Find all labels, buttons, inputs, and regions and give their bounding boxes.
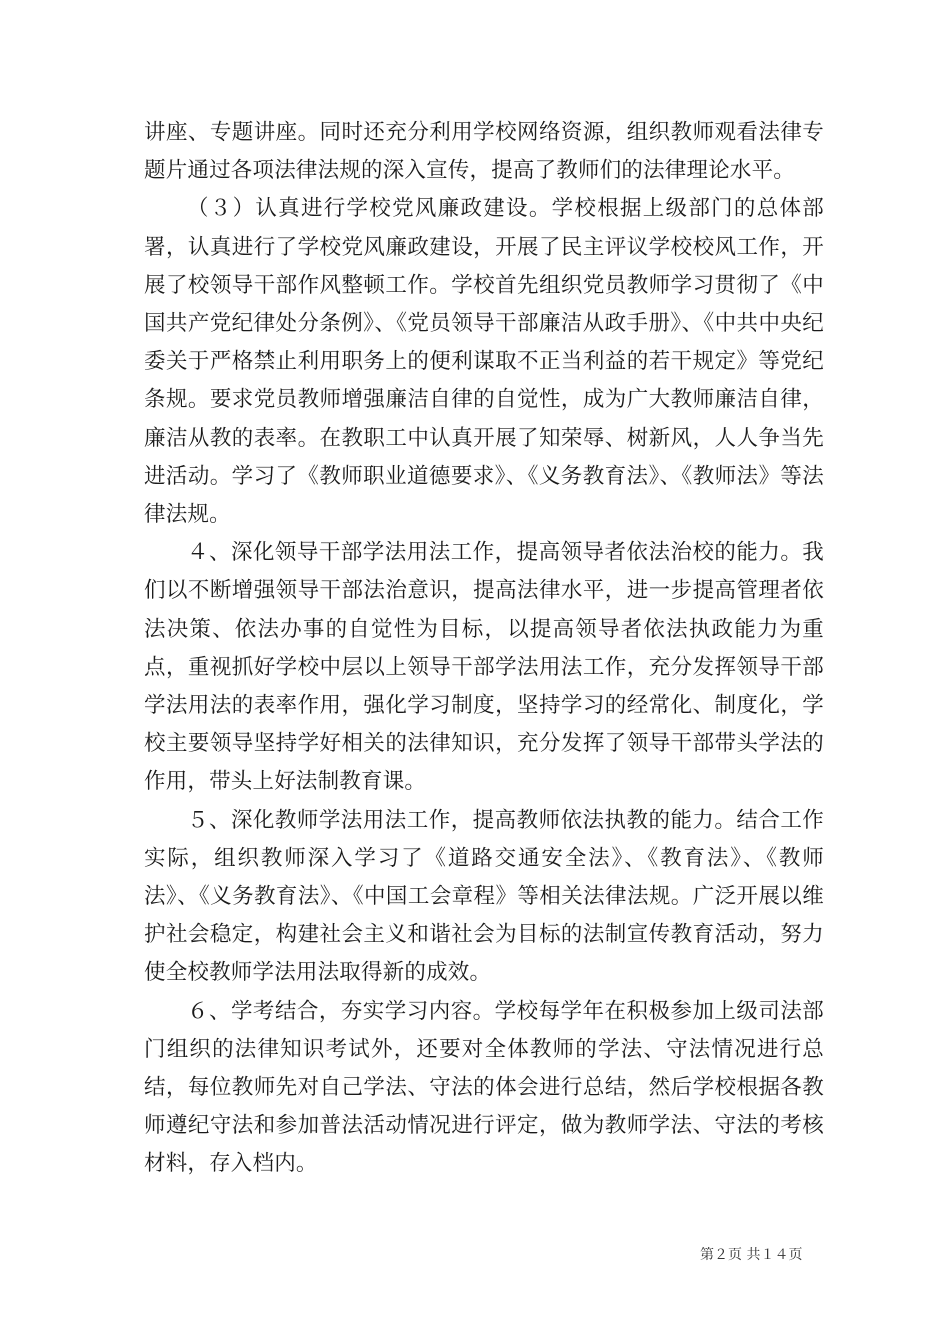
paragraph-teacher-law-study: ５、深化教师学法用法工作，提高教师依法执教的能力。结合工作实际，组织教师深入学习了《道路交通安全法》、《教育法》、《教师法》、《义务教育法》、《中国工会章程》等相关法律法规。广泛开展以维护社会稳定，构建社会主义和谐社会为目标的法制宣传教育活动，努力使全校教师学法用法取得新的成效。: [144, 807, 824, 986]
paragraph-study-assessment: ６、学考结合，夯实学习内容。学校每学年在积极参加上级司法部门组织的法律知识考试外，还要对全体教师的学法、守法情况进行总结，每位教师先对自己学法、守法的体会进行总结，然后学校根据各教师遵纪守法和参加普法活动情况进行评定，做为教师学法、守法的考核材料，存入档内。: [144, 998, 824, 1177]
paragraph-lecture-continuation: 讲座、专题讲座。同时还充分利用学校网络资源，组织教师观看法律专题片通过各项法律法规的深入宣传，提高了教师们的法律理论水平。: [144, 120, 824, 184]
document-body: [144, 114, 824, 1184]
paragraph-party-integrity: （３）认真进行学校党风廉政建设。学校根据上级部门的总体部署，认真进行了学校党风廉政建设，开展了民主评议学校校风工作，开展了校领导干部作风整顿工作。学校首先组织党员教师学习贯彻了《中国共产党纪律处分条例》、《党员领导干部廉洁从政手册》、《中共中央纪委关于严格禁止利用职务上的便利谋取不正当利益的若干规定》等党纪条规。要求党员教师增强廉洁自律的自觉性，成为广大教师廉洁自律，廉洁从教的表率。在教职工中认真开展了知荣辱、树新风，人人争当先进活动。学习了《教师职业道德要求》、《义务教育法》、《教师法》等法律法规。: [144, 196, 824, 528]
page-number-footer: 第２页 共１４页: [700, 1247, 803, 1263]
paragraph-leader-law-study: ４、深化领导干部学法用法工作，提高领导者依法治校的能力。我们以不断增强领导干部法治意识，提高法律水平，进一步提高管理者依法决策、依法办事的自觉性为目标，以提高领导者依法执政能力为重点，重视抓好学校中层以上领导干部学法用法工作，充分发挥领导干部学法用法的表率作用，强化学习制度，坚持学习的经常化、制度化，学校主要领导坚持学好相关的法律知识，充分发挥了领导干部带头学法的作用，带头上好法制教育课。: [144, 540, 824, 795]
